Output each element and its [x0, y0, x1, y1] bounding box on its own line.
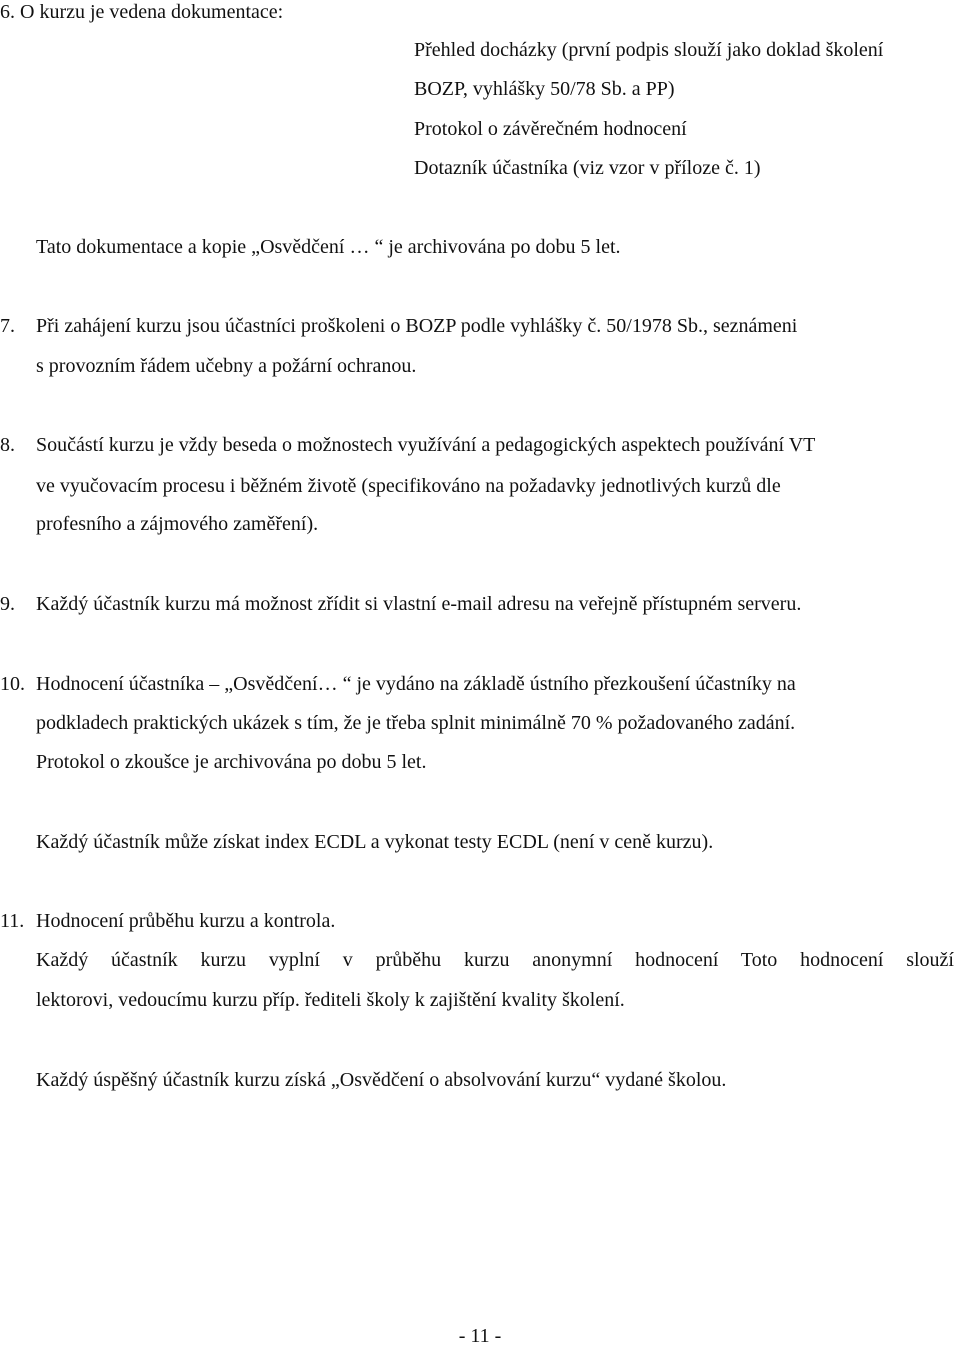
- s9-number: 9.: [0, 593, 15, 615]
- s6-item-4: Dotazník účastníka (viz vzor v příloze č. 1): [414, 157, 761, 179]
- s10-number: 10.: [0, 673, 25, 695]
- s6-note: Tato dokumentace a kopie „Osvědčení … “ je archivována po dobu 5 let.: [36, 236, 621, 258]
- s11-number: 11.: [0, 910, 25, 932]
- s8-line-3: profesního a zájmového zaměření).: [36, 513, 319, 535]
- s10-line-3: Protokol o zkoušce je archivována po dobu 5 let.: [36, 751, 427, 773]
- s9-line-1: Každý účastník kurzu má možnost zřídit si vlastní e-mail adresu na veřejně přístupném serveru.: [36, 593, 802, 615]
- section-6-heading: 6. O kurzu je vedena dokumentace:: [0, 1, 284, 23]
- s11-line-2: lektorovi, vedoucímu kurzu příp. řediteli školy k zajištění kvality školení.: [36, 989, 625, 1011]
- s7-line-2: s provozním řádem učebny a požární ochranou.: [36, 355, 417, 377]
- s6-item-1: Přehled docházky (první podpis slouží jako doklad školení: [414, 39, 884, 61]
- s10-line-2: podkladech praktických ukázek s tím, že je třeba splnit minimálně 70 % požadovaného zadání.: [36, 712, 796, 734]
- s8-number: 8.: [0, 434, 15, 456]
- s11-line-1: [36, 948, 954, 972]
- s10-line-1: Hodnocení účastníka – „Osvědčení… “ je vydáno na základě ústního přezkoušení účastníky na: [36, 673, 796, 695]
- s6-item-2: BOZP, vyhlášky 50/78 Sb. a PP): [414, 78, 675, 100]
- s11-line-1-text: Každý účastník kurzu vyplní v průběhu kurzu anonymní hodnocení Toto hodnocení slouží: [36, 949, 954, 971]
- page-number: - 11 -: [458, 1325, 502, 1347]
- s11-heading: Hodnocení průběhu kurzu a kontrola.: [36, 910, 336, 932]
- s11-certificate-note: Každý úspěšný účastník kurzu získá „Osvědčení o absolvování kurzu“ vydané školou.: [36, 1069, 727, 1091]
- s7-number: 7.: [0, 315, 15, 337]
- s8-line-2: ve vyučovacím procesu i běžném životě (specifikováno na požadavky jednotlivých kurzů dle: [36, 475, 781, 497]
- s8-line-1: Součástí kurzu je vždy beseda o možnostech využívání a pedagogických aspektech používání VT: [36, 434, 816, 456]
- s7-line-1: Při zahájení kurzu jsou účastníci proškoleni o BOZP podle vyhlášky č. 50/1978 Sb., seznámeni: [36, 315, 798, 337]
- s6-item-3: Protokol o závěrečném hodnocení: [414, 118, 687, 140]
- s10-ecdl-note: Každý účastník může získat index ECDL a vykonat testy ECDL (není v ceně kurzu).: [36, 831, 714, 853]
